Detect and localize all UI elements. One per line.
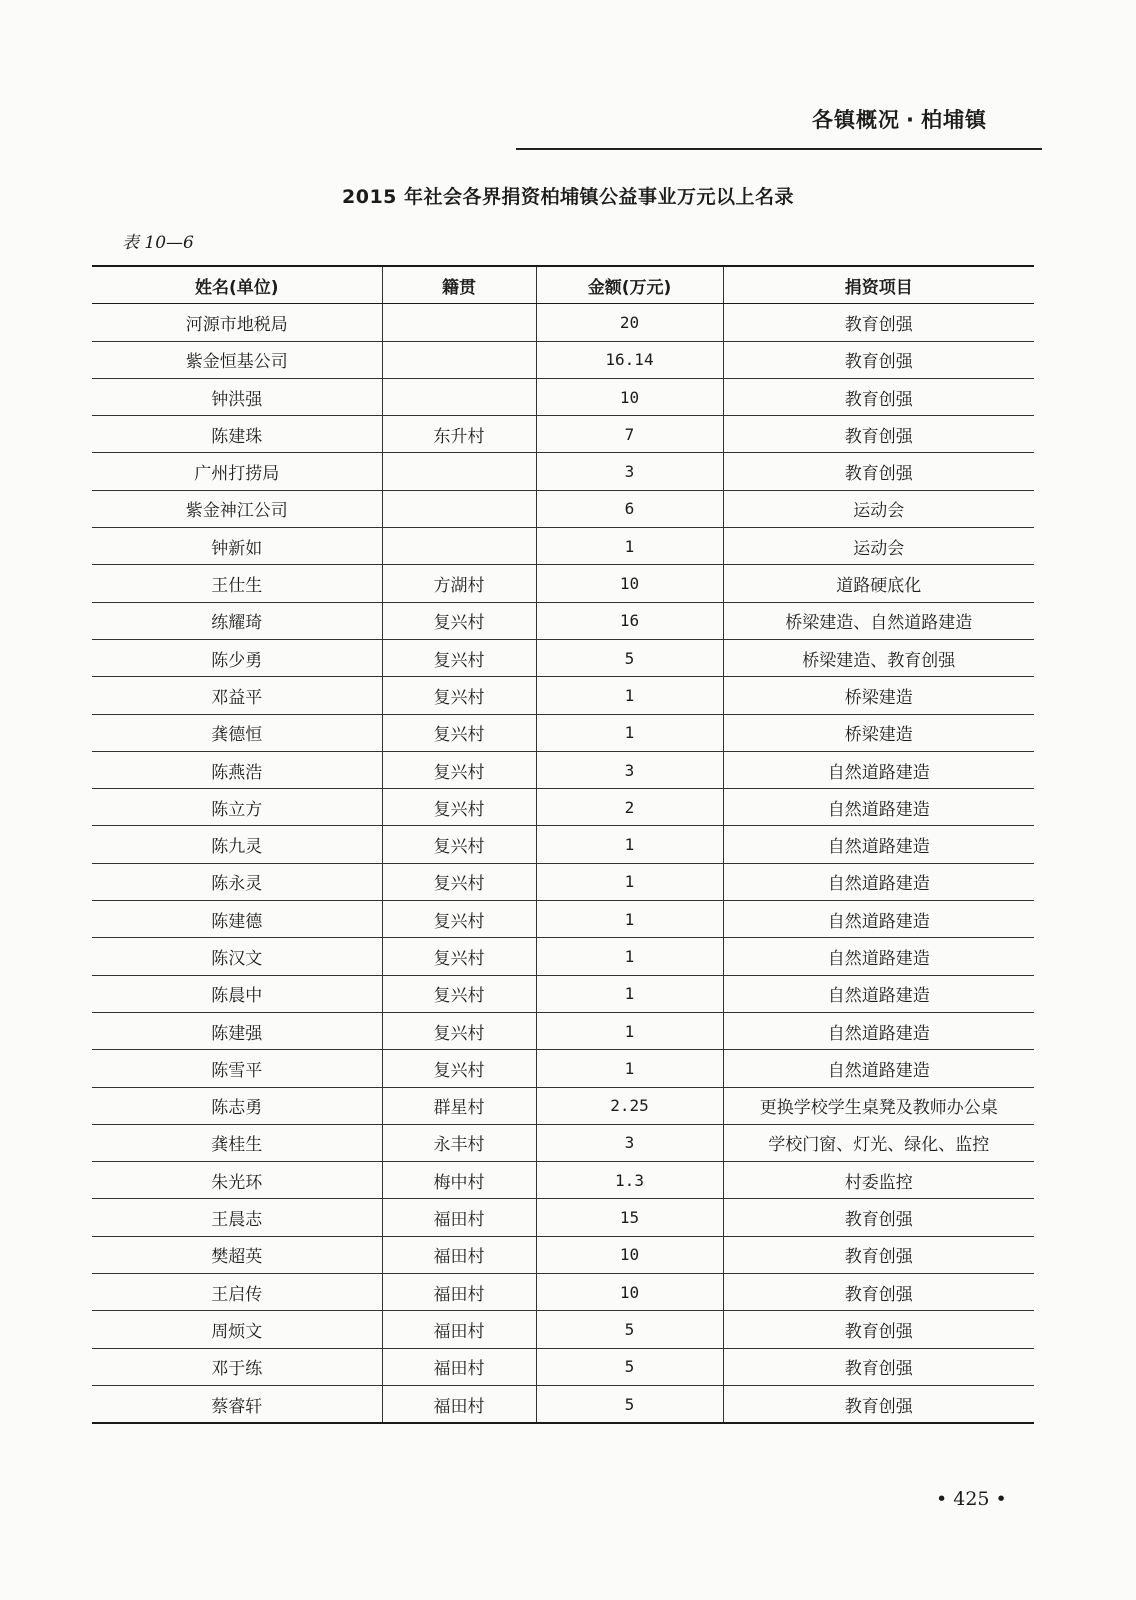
amount-cell: 16 bbox=[536, 602, 723, 639]
project-cell: 自然道路建造 bbox=[723, 863, 1034, 900]
amount-cell: 10 bbox=[536, 1274, 723, 1311]
amount-cell: 1 bbox=[536, 863, 723, 900]
amount-cell: 3 bbox=[536, 751, 723, 788]
donor-name-cell: 陈建珠 bbox=[92, 416, 382, 453]
donor-name-cell: 龚德恒 bbox=[92, 714, 382, 751]
table-row bbox=[92, 528, 1034, 565]
origin-cell bbox=[382, 304, 536, 341]
table-body bbox=[92, 304, 1034, 1423]
header-town: 柏埔镇 bbox=[920, 108, 987, 132]
project-cell: 桥梁建造、自然道路建造 bbox=[723, 602, 1034, 639]
amount-cell: 16.14 bbox=[536, 341, 723, 378]
project-cell: 道路硬底化 bbox=[723, 565, 1034, 602]
donor-name-cell: 陈志勇 bbox=[92, 1087, 382, 1124]
column-header-amount: 金额(万元) bbox=[536, 266, 723, 304]
origin-cell: 复兴村 bbox=[382, 826, 536, 863]
table-number: 表 10—6 bbox=[122, 233, 194, 253]
donor-name-cell: 广州打捞局 bbox=[92, 453, 382, 490]
origin-cell: 复兴村 bbox=[382, 602, 536, 639]
origin-cell: 东升村 bbox=[382, 416, 536, 453]
project-cell: 自然道路建造 bbox=[723, 751, 1034, 788]
project-cell: 自然道路建造 bbox=[723, 789, 1034, 826]
donor-name-cell: 陈建德 bbox=[92, 901, 382, 938]
project-cell: 教育创强 bbox=[723, 304, 1034, 341]
table-row bbox=[92, 826, 1034, 863]
amount-cell: 1 bbox=[536, 1050, 723, 1087]
amount-cell: 3 bbox=[536, 453, 723, 490]
donor-name-cell: 周烦文 bbox=[92, 1311, 382, 1348]
project-cell: 教育创强 bbox=[723, 1199, 1034, 1236]
origin-cell bbox=[382, 528, 536, 565]
column-header-name: 姓名(单位) bbox=[92, 266, 382, 304]
origin-cell: 复兴村 bbox=[382, 639, 536, 676]
project-cell: 自然道路建造 bbox=[723, 975, 1034, 1012]
table-row bbox=[92, 677, 1034, 714]
donor-name-cell: 陈雪平 bbox=[92, 1050, 382, 1087]
table-row bbox=[92, 975, 1034, 1012]
donor-name-cell: 樊超英 bbox=[92, 1236, 382, 1273]
origin-cell: 群星村 bbox=[382, 1087, 536, 1124]
amount-cell: 3 bbox=[536, 1124, 723, 1161]
table-row bbox=[92, 901, 1034, 938]
donor-name-cell: 陈建强 bbox=[92, 1012, 382, 1049]
origin-cell: 方湖村 bbox=[382, 565, 536, 602]
project-cell: 桥梁建造、教育创强 bbox=[723, 639, 1034, 676]
table-row bbox=[92, 1236, 1034, 1273]
table-row bbox=[92, 751, 1034, 788]
table-row bbox=[92, 490, 1034, 527]
project-cell: 自然道路建造 bbox=[723, 901, 1034, 938]
project-cell: 教育创强 bbox=[723, 453, 1034, 490]
donor-name-cell: 蔡睿轩 bbox=[92, 1385, 382, 1423]
amount-cell: 1 bbox=[536, 975, 723, 1012]
donor-name-cell: 朱光环 bbox=[92, 1162, 382, 1199]
project-cell: 村委监控 bbox=[723, 1162, 1034, 1199]
project-cell: 教育创强 bbox=[723, 1311, 1034, 1348]
origin-cell: 复兴村 bbox=[382, 975, 536, 1012]
table-row bbox=[92, 1050, 1034, 1087]
origin-cell: 福田村 bbox=[382, 1199, 536, 1236]
donor-name-cell: 龚桂生 bbox=[92, 1124, 382, 1161]
donor-name-cell: 王晨志 bbox=[92, 1199, 382, 1236]
amount-cell: 2.25 bbox=[536, 1087, 723, 1124]
donor-name-cell: 陈汉文 bbox=[92, 938, 382, 975]
project-cell: 自然道路建造 bbox=[723, 1012, 1034, 1049]
origin-cell: 复兴村 bbox=[382, 901, 536, 938]
table-row bbox=[92, 1385, 1034, 1423]
origin-cell bbox=[382, 453, 536, 490]
origin-cell bbox=[382, 490, 536, 527]
project-cell: 教育创强 bbox=[723, 1348, 1034, 1385]
origin-cell: 复兴村 bbox=[382, 677, 536, 714]
amount-cell: 5 bbox=[536, 639, 723, 676]
table-row bbox=[92, 1012, 1034, 1049]
table-row bbox=[92, 1274, 1034, 1311]
project-cell: 运动会 bbox=[723, 490, 1034, 527]
amount-cell: 5 bbox=[536, 1311, 723, 1348]
origin-cell: 复兴村 bbox=[382, 863, 536, 900]
origin-cell: 复兴村 bbox=[382, 714, 536, 751]
amount-cell: 10 bbox=[536, 565, 723, 602]
origin-cell: 福田村 bbox=[382, 1348, 536, 1385]
origin-cell: 复兴村 bbox=[382, 938, 536, 975]
header-separator: · bbox=[906, 108, 915, 132]
donor-name-cell: 钟新如 bbox=[92, 528, 382, 565]
amount-cell: 15 bbox=[536, 1199, 723, 1236]
table-row bbox=[92, 1087, 1034, 1124]
page-number: • 425 • bbox=[936, 1488, 1007, 1510]
project-cell: 运动会 bbox=[723, 528, 1034, 565]
project-cell: 教育创强 bbox=[723, 378, 1034, 415]
table-row bbox=[92, 565, 1034, 602]
amount-cell: 6 bbox=[536, 490, 723, 527]
donor-name-cell: 陈立方 bbox=[92, 789, 382, 826]
origin-cell: 福田村 bbox=[382, 1311, 536, 1348]
table-row bbox=[92, 1348, 1034, 1385]
amount-cell: 10 bbox=[536, 378, 723, 415]
amount-cell: 1 bbox=[536, 528, 723, 565]
table-row bbox=[92, 304, 1034, 341]
amount-cell: 10 bbox=[536, 1236, 723, 1273]
project-cell: 更换学校学生桌凳及教师办公桌 bbox=[723, 1087, 1034, 1124]
donor-name-cell: 练耀琦 bbox=[92, 602, 382, 639]
origin-cell: 复兴村 bbox=[382, 1050, 536, 1087]
origin-cell bbox=[382, 378, 536, 415]
table-row bbox=[92, 378, 1034, 415]
table-row bbox=[92, 714, 1034, 751]
project-cell: 自然道路建造 bbox=[723, 938, 1034, 975]
project-cell: 桥梁建造 bbox=[723, 677, 1034, 714]
donor-name-cell: 陈永灵 bbox=[92, 863, 382, 900]
origin-cell: 复兴村 bbox=[382, 789, 536, 826]
donor-name-cell: 王启传 bbox=[92, 1274, 382, 1311]
column-header-origin: 籍贯 bbox=[382, 266, 536, 304]
amount-cell: 1 bbox=[536, 901, 723, 938]
amount-cell: 1 bbox=[536, 1012, 723, 1049]
project-cell: 教育创强 bbox=[723, 1385, 1034, 1423]
table-row bbox=[92, 1124, 1034, 1161]
project-cell: 教育创强 bbox=[723, 1274, 1034, 1311]
table-row bbox=[92, 639, 1034, 676]
table-row bbox=[92, 789, 1034, 826]
table-row bbox=[92, 341, 1034, 378]
amount-cell: 2 bbox=[536, 789, 723, 826]
amount-cell: 5 bbox=[536, 1385, 723, 1423]
amount-cell: 5 bbox=[536, 1348, 723, 1385]
table-row bbox=[92, 453, 1034, 490]
amount-cell: 1 bbox=[536, 714, 723, 751]
project-cell: 教育创强 bbox=[723, 341, 1034, 378]
project-cell: 学校门窗、灯光、绿化、监控 bbox=[723, 1124, 1034, 1161]
origin-cell: 福田村 bbox=[382, 1236, 536, 1273]
donor-name-cell: 邓益平 bbox=[92, 677, 382, 714]
origin-cell: 永丰村 bbox=[382, 1124, 536, 1161]
donor-name-cell: 王仕生 bbox=[92, 565, 382, 602]
donor-name-cell: 钟洪强 bbox=[92, 378, 382, 415]
donor-name-cell: 陈燕浩 bbox=[92, 751, 382, 788]
table-row bbox=[92, 416, 1034, 453]
table-row bbox=[92, 602, 1034, 639]
amount-cell: 1.3 bbox=[536, 1162, 723, 1199]
amount-cell: 7 bbox=[536, 416, 723, 453]
donor-name-cell: 邓于练 bbox=[92, 1348, 382, 1385]
project-cell: 自然道路建造 bbox=[723, 1050, 1034, 1087]
donor-name-cell: 河源市地税局 bbox=[92, 304, 382, 341]
project-cell: 教育创强 bbox=[723, 416, 1034, 453]
column-header-project: 捐资项目 bbox=[723, 266, 1034, 304]
table-title: 2015 年社会各界捐资柏埔镇公益事业万元以上名录 bbox=[342, 186, 794, 208]
amount-cell: 1 bbox=[536, 938, 723, 975]
donor-name-cell: 陈九灵 bbox=[92, 826, 382, 863]
amount-cell: 20 bbox=[536, 304, 723, 341]
amount-cell: 1 bbox=[536, 677, 723, 714]
origin-cell: 梅中村 bbox=[382, 1162, 536, 1199]
origin-cell: 复兴村 bbox=[382, 1012, 536, 1049]
project-cell: 教育创强 bbox=[723, 1236, 1034, 1273]
header-section: 各镇概况 bbox=[812, 108, 900, 132]
project-cell: 桥梁建造 bbox=[723, 714, 1034, 751]
running-header bbox=[812, 104, 987, 134]
donor-name-cell: 陈晨中 bbox=[92, 975, 382, 1012]
table-row bbox=[92, 863, 1034, 900]
table-row bbox=[92, 1199, 1034, 1236]
amount-cell: 1 bbox=[536, 826, 723, 863]
header-rule bbox=[516, 148, 1042, 150]
project-cell: 自然道路建造 bbox=[723, 826, 1034, 863]
table-row bbox=[92, 938, 1034, 975]
origin-cell: 福田村 bbox=[382, 1274, 536, 1311]
donor-name-cell: 紫金恒基公司 bbox=[92, 341, 382, 378]
table-row bbox=[92, 1311, 1034, 1348]
origin-cell bbox=[382, 341, 536, 378]
table-row bbox=[92, 1162, 1034, 1199]
donation-table bbox=[92, 265, 1034, 1424]
origin-cell: 福田村 bbox=[382, 1385, 536, 1423]
donor-name-cell: 紫金神江公司 bbox=[92, 490, 382, 527]
table-header-row bbox=[92, 266, 1034, 304]
donor-name-cell: 陈少勇 bbox=[92, 639, 382, 676]
origin-cell: 复兴村 bbox=[382, 751, 536, 788]
